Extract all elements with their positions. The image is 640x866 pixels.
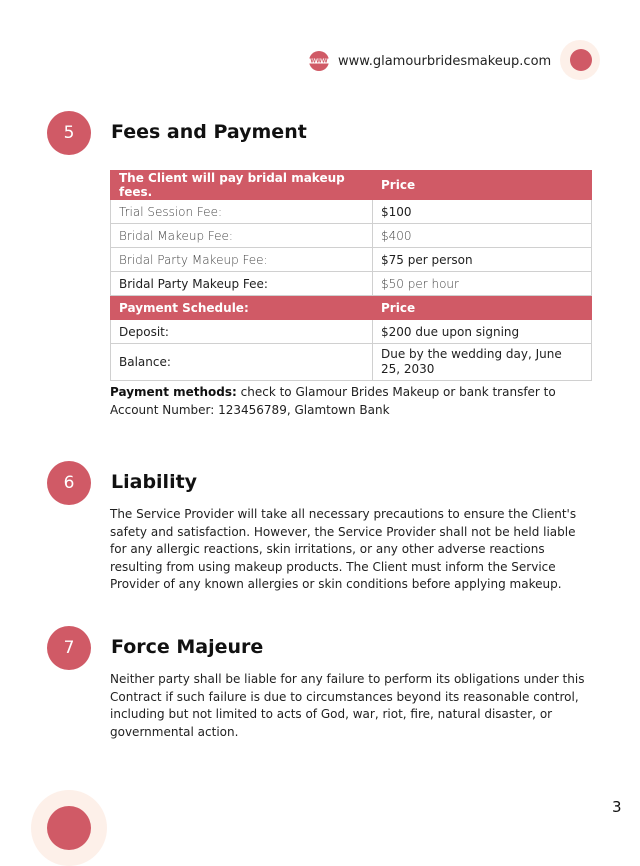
fee-label: Bridal Party Makeup Fee: (111, 272, 373, 296)
section-number-badge: 7 (47, 626, 91, 670)
www-globe-icon (308, 50, 330, 72)
table-header-label: The Client will pay bridal makeup fees. (111, 171, 373, 200)
table-row (111, 248, 592, 272)
section-title-fees: Fees and Payment (111, 121, 307, 143)
table-header-price: Price (373, 296, 592, 320)
section-title-force-majeure: Force Majeure (111, 636, 264, 658)
table-header-row (111, 171, 592, 200)
table-row (111, 224, 592, 248)
fee-value: $400 (373, 224, 592, 248)
table-row (111, 200, 592, 224)
header-website (308, 50, 551, 72)
table-header-row (111, 296, 592, 320)
decorative-circle-inner (47, 806, 91, 850)
website-url[interactable]: www.glamourbridesmakeup.com (338, 53, 552, 69)
schedule-value: $200 due upon signing (373, 320, 592, 344)
table-header-label: Payment Schedule: (111, 296, 373, 320)
table-row (111, 272, 592, 296)
table-row (111, 344, 592, 381)
table-row (111, 320, 592, 344)
fee-label: Bridal Party Makeup Fee: (111, 248, 373, 272)
table-header-price: Price (373, 171, 592, 200)
payment-methods-paragraph (110, 384, 595, 419)
fee-value: $75 per person (373, 248, 592, 272)
page-number: 3 (612, 798, 622, 816)
fee-value: $100 (373, 200, 592, 224)
section-title-liability: Liability (111, 471, 198, 493)
schedule-label: Deposit: (111, 320, 373, 344)
force-majeure-paragraph: Neither party shall be liable for any failure to perform its obligations under this Contract if such failure is due to circumstances beyond its reasonable control, including but not limited to acts of God, war, riot, fire, natural disaster, or governmental action. (110, 672, 585, 739)
payment-methods-text: check to Glamour Brides Makeup or bank transfer to Account Number: 123456789, Glamtown Bank (110, 385, 556, 417)
fee-value: $50 per hour (373, 272, 592, 296)
schedule-value: Due by the wedding day, June 25, 2030 (373, 344, 592, 381)
fee-label: Trial Session Fee: (111, 200, 373, 224)
payment-methods-label: Payment methods: (110, 385, 237, 399)
svg-text:WWW: WWW (310, 58, 328, 65)
decorative-circle-inner (570, 49, 592, 71)
schedule-label: Balance: (111, 344, 373, 381)
fees-table (110, 170, 592, 381)
section-number-badge: 6 (47, 461, 91, 505)
fee-label: Bridal Makeup Fee: (111, 224, 373, 248)
section-number-badge: 5 (47, 111, 91, 155)
liability-paragraph: The Service Provider will take all necessary precautions to ensure the Client's safety and satisfaction. However, the Service Provider shall not be held liable for any allergic reactions, skin irritations, or any other adverse reactions resulting from using makeup products. The Client must inform the Service Provider of any known allergies or skin conditions before applying makeup. (110, 507, 577, 592)
